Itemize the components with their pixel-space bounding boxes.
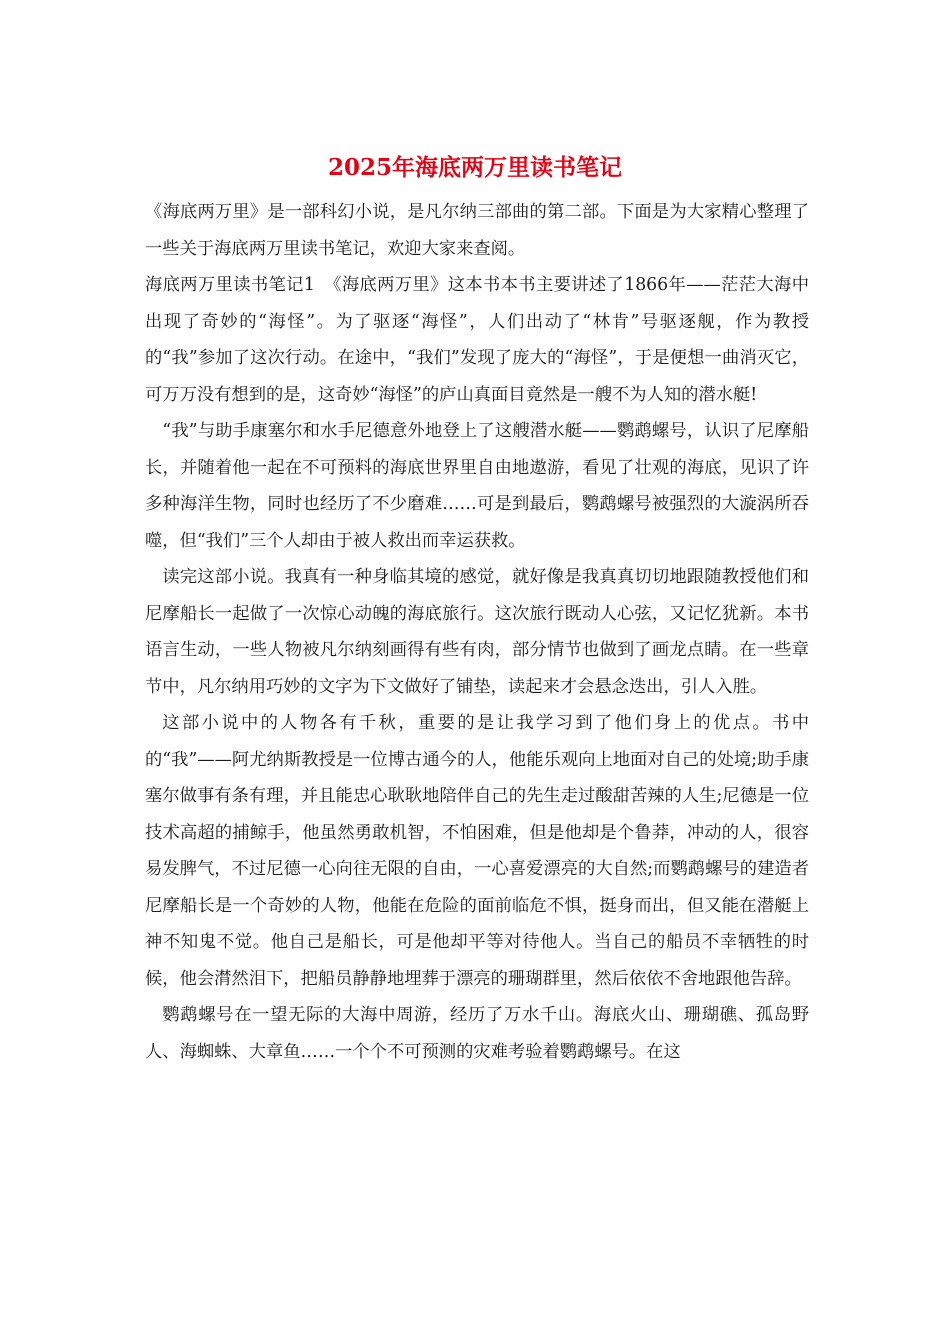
paragraph-characters: 这部小说中的人物各有千秋，重要的是让我学习到了他们身上的优点。书中的“我”——阿尤纳斯教授是一位博古通今的人，他能乐观向上地面对自己的处境;助手康塞尔做事有条有理，并且能忠心耿耿地陪伴自己的先生走过酸甜苦辣的人生;尼德是一位技术高超的捕鲸手，他虽然勇敢机智，不怕困难，但是他却是个鲁莽，冲动的人，很容易发脾气，不过尼德一心向往无限的自由，一心喜爱漂亮的大自然;而鹦鹉螺号的建造者尼摩船长是一个奇妙的人物，他能在危险的面前临危不惧，挺身而出，但又能在潜艇上神不知鬼不觉。他自己是船长，可是他却平等对待他人。当自己的船员不幸牺牲的时候，他会潸然泪下，把船员静静地埋葬于漂亮的珊瑚群里，然后依依不舍地跟他告辞。	[145, 713, 809, 989]
paragraph-note-1: 海底两万里读书笔记1 《海底两万里》这本书本书主要讲述了1866年——茫茫大海中出现了奇妙的“海怪”。为了驱逐“海怪”，人们出动了“林肯”号驱逐舰，作为教授的“我”参加了这次行动。在途中，“我们”发现了庞大的“海怪”，于是便想一曲消灭它，可万万没有想到的是，这奇妙“海怪”的庐山真面目竟然是一艘不为人知的潜水艇!	[145, 275, 809, 405]
paragraph-intro: 《海底两万里》是一部科幻小说，是凡尔纳三部曲的第二部。下面是为大家精心整理了一些关于海底两万里读书笔记，欢迎大家来查阅。	[145, 202, 809, 259]
document-body	[145, 194, 809, 1070]
paragraph-journey: 鹦鹉螺号在一望无际的大海中周游，经历了万水千山。海底火山、珊瑚礁、孤岛野人、海蜘蛛、大章鱼……一个个不可预测的灾难考验着鹦鹉螺号。在这	[145, 1005, 809, 1062]
document-title: 2025年海底两万里读书笔记	[327, 154, 622, 181]
paragraph-impression: 读完这部小说。我真有一种身临其境的感觉，就好像是我真真切切地跟随教授他们和尼摩船长一起做了一次惊心动魄的海底旅行。这次旅行既动人心弦，又记忆犹新。本书语言生动，一些人物被凡尔纳刻画得有些有肉，部分情节也做到了画龙点睛。在一些章节中，凡尔纳用巧妙的文字为下文做好了铺垫，读起来才会悬念迭出，引人入胜。	[145, 567, 809, 697]
paragraph-plot: “我”与助手康塞尔和水手尼德意外地登上了这艘潜水艇——鹦鹉螺号，认识了尼摩船长，并随着他一起在不可预料的海底世界里自由地遨游，看见了壮观的海底，见识了许多种海洋生物，同时也经历了不少磨难……可是到最后，鹦鹉螺号被强烈的大漩涡所吞噬，但“我们”三个人却由于被人救出而幸运获救。	[145, 421, 809, 551]
